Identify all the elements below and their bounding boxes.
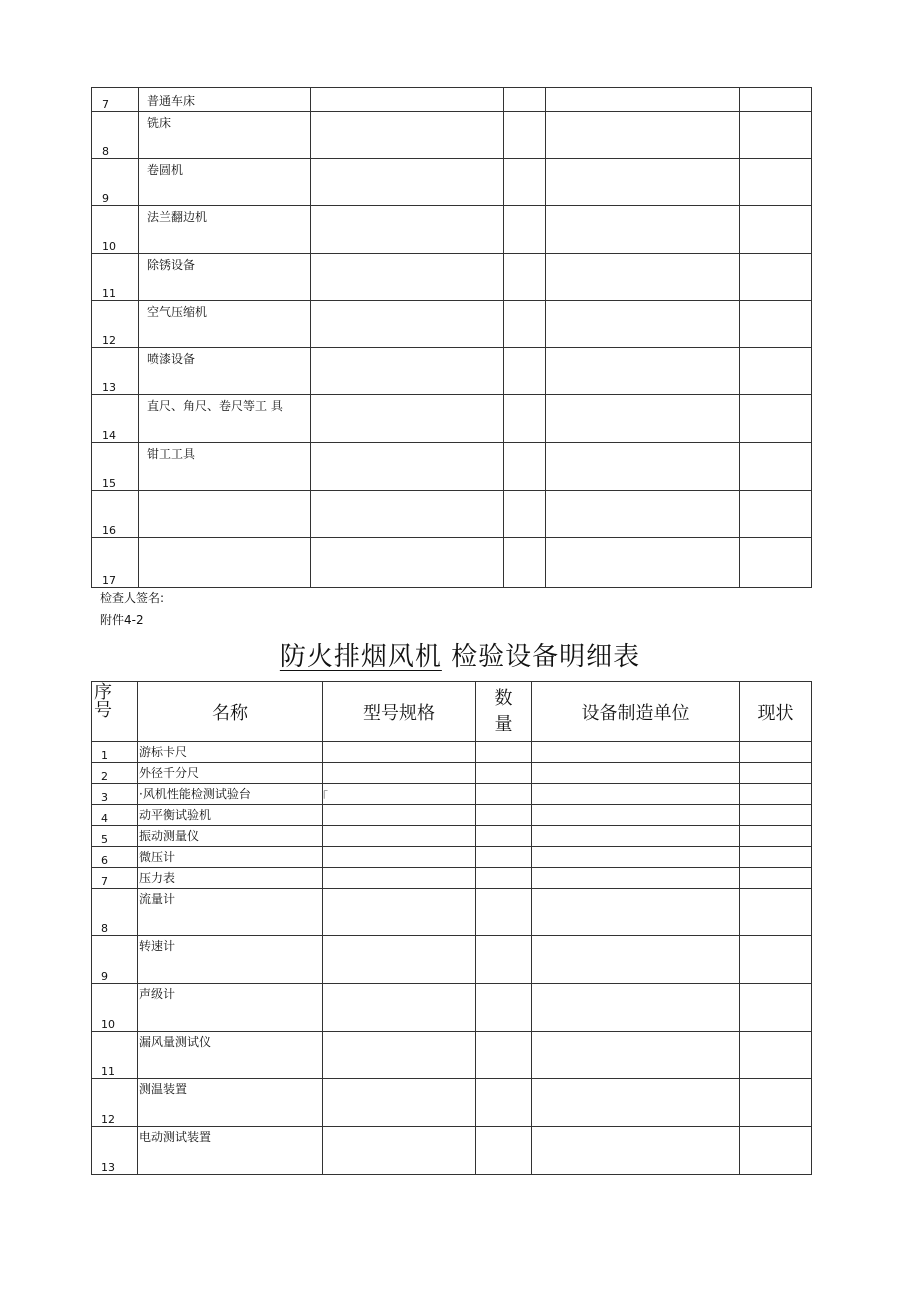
row-number: 16 — [102, 524, 116, 537]
attachment-label: 附件4-2 — [100, 613, 144, 627]
equipment-name: 测温装置 — [139, 1082, 188, 1096]
equipment-name: ·风机性能检测试验台 — [139, 787, 251, 801]
equipment-name: 振动测量仪 — [139, 829, 200, 843]
header-status: 现状 — [740, 682, 812, 742]
table-row — [92, 805, 812, 826]
table-row — [92, 936, 812, 984]
table-row — [92, 868, 812, 889]
equipment-name: 漏风量测试仪 — [139, 1035, 212, 1049]
equipment-name: 除锈设备 — [147, 258, 196, 272]
title-rest: 检验设备明细表 — [451, 642, 641, 672]
equipment-name: 动平衡试验机 — [139, 808, 212, 822]
equipment-name: 转速计 — [139, 939, 176, 953]
table-row — [92, 443, 812, 491]
table-row — [92, 112, 812, 159]
row-number: 9 — [101, 970, 108, 983]
table-row — [92, 491, 812, 538]
equipment-name: 法兰翻边机 — [147, 210, 208, 224]
equipment-name: 流量计 — [139, 892, 176, 906]
equipment-name: 声级计 — [139, 987, 176, 1001]
row-number: 8 — [102, 145, 109, 158]
table-row — [92, 984, 812, 1032]
row-number: 2 — [101, 770, 108, 783]
row-number: 10 — [101, 1018, 115, 1031]
table-row — [92, 88, 812, 112]
table-row — [92, 159, 812, 206]
equipment-name: 铣床 — [147, 116, 172, 130]
row-number: 3 — [101, 791, 108, 804]
equipment-name: 钳工工具 — [147, 447, 196, 461]
equipment-name: 空气压缩机 — [147, 305, 208, 319]
row-number: 12 — [102, 334, 116, 347]
header-model: 型号规格 — [323, 682, 476, 742]
equipment-name: 卷圆机 — [147, 163, 184, 177]
row-number: 17 — [102, 574, 116, 587]
inspection-equipment-table — [91, 681, 812, 1175]
table-header-row — [92, 682, 812, 742]
table-row — [92, 395, 812, 443]
header-seq: 序号 — [92, 682, 138, 742]
equipment-name: 游标卡尺 — [139, 745, 188, 759]
header-name: 名称 — [138, 682, 323, 742]
row-number: 11 — [102, 287, 116, 300]
header-maker: 设备制造单位 — [532, 682, 740, 742]
table-row — [92, 348, 812, 395]
row-number: 7 — [102, 98, 109, 111]
inspector-signature-label: 检查人签名: — [100, 591, 165, 605]
table-row — [92, 1079, 812, 1127]
equipment-name: 电动测试装置 — [139, 1130, 212, 1144]
row-number: 6 — [101, 854, 108, 867]
equipment-name: 压力表 — [139, 871, 176, 885]
row-number: 4 — [101, 812, 108, 825]
table-row — [92, 763, 812, 784]
bracket-mark: 「 — [316, 790, 329, 804]
row-number: 13 — [102, 381, 116, 394]
row-number: 1 — [101, 749, 108, 762]
table-row — [92, 826, 812, 847]
row-number: 12 — [101, 1113, 115, 1126]
table-row — [92, 206, 812, 254]
equipment-name: 普通车床 — [147, 94, 196, 108]
page-title — [0, 636, 920, 673]
table-row — [92, 254, 812, 301]
table-row — [92, 301, 812, 348]
row-number: 9 — [102, 192, 109, 205]
table-row — [92, 889, 812, 936]
equipment-name: 直尺、角尺、卷尺等工 具 — [147, 399, 283, 413]
row-number: 7 — [101, 875, 108, 888]
equipment-name: 微压计 — [139, 850, 176, 864]
row-number: 11 — [101, 1065, 115, 1078]
table-row — [92, 847, 812, 868]
row-number: 13 — [101, 1161, 115, 1174]
equipment-name: 外径千分尺 — [139, 766, 200, 780]
header-qty: 数 量 — [476, 682, 532, 742]
table-row — [92, 742, 812, 763]
row-number: 15 — [102, 477, 116, 490]
row-number: 10 — [102, 240, 116, 253]
equipment-table-continued — [91, 87, 812, 588]
row-number: 14 — [102, 429, 116, 442]
equipment-name: 喷漆设备 — [147, 352, 196, 366]
title-underlined: 防火排烟风机 — [279, 642, 442, 672]
table-row — [92, 1127, 812, 1175]
row-number: 5 — [101, 833, 108, 846]
table-row — [92, 538, 812, 588]
row-number: 8 — [101, 922, 108, 935]
table-row — [92, 1032, 812, 1079]
table-row — [92, 784, 812, 805]
